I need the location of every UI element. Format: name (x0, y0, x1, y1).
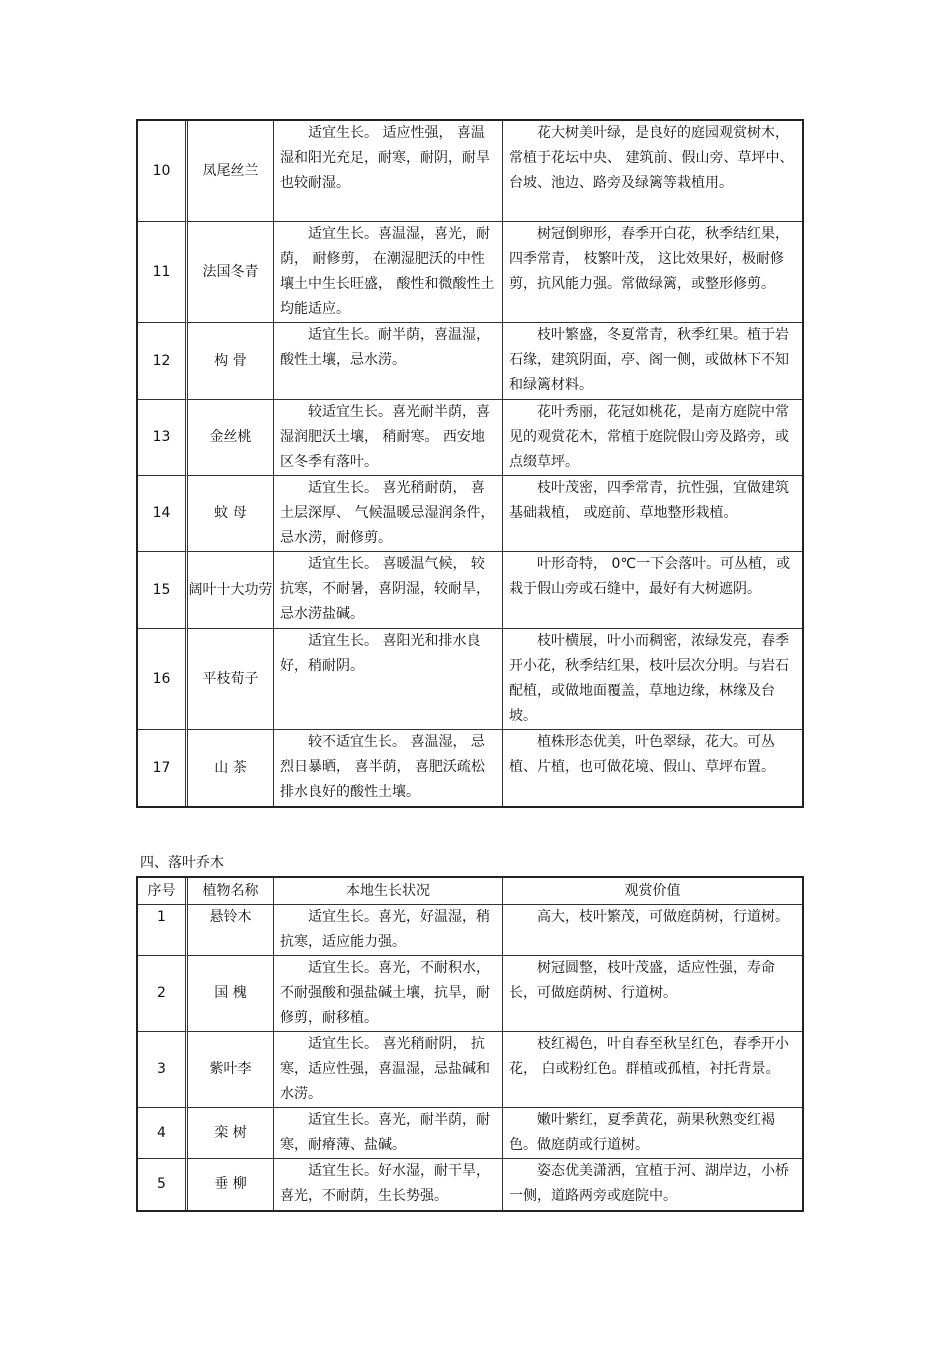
column-header-number: 序号 (138, 878, 188, 905)
table-row (138, 1032, 802, 1108)
plant-name: 蚊 母 (188, 476, 274, 552)
ornamental-value: 树冠倒卵形，春季开白花，秋季结红果，四季常青， 枝繁叶茂， 这比效果好，极耐修剪，抗风能力强。常做绿篱，或整形修剪。 (503, 222, 802, 323)
row-number: 14 (138, 476, 188, 552)
ornamental-value: 枝叶横展，叶小而稠密，浓绿发亮，春季开小花，秋季结红果，枝叶层次分明。与岩石配植，或做地面覆盖，草地边缘，林缘及台坡。 (503, 629, 802, 730)
growth-status: 适宜生长。 喜光稍耐荫， 喜土层深厚、 气候温暖忌湿润条件，忌水涝，耐修剪。 (274, 476, 503, 552)
ornamental-value: 枝叶繁盛，冬夏常青，秋季红果。植于岩石缘，建筑阴面，亭、阁一侧，或做林下不知和绿篱材料。 (503, 323, 802, 400)
plant-name: 山 茶 (188, 730, 274, 806)
plant-name: 垂 柳 (188, 1159, 274, 1210)
row-number: 13 (138, 400, 188, 476)
growth-status: 适宜生长。喜温湿，喜光，耐荫， 耐修剪， 在潮湿肥沃的中性壤土中生长旺盛， 酸性和微酸性土均能适应。 (274, 222, 503, 323)
section-title: 四、落叶乔木 (140, 855, 224, 871)
growth-status: 适宜生长。 喜阳光和排水良好，稍耐阴。 (274, 629, 503, 730)
ornamental-value: 花大树美叶绿，是良好的庭园观赏树木，常植于花坛中央、 建筑前、假山旁、草坪中、台坡、池边、路旁及绿篱等栽植用。 (503, 121, 802, 222)
evergreen-shrub-table (136, 119, 804, 808)
table-row (138, 121, 802, 222)
table-header-row (138, 878, 802, 905)
row-number: 16 (138, 629, 188, 730)
row-number: 1 (138, 905, 188, 956)
ornamental-value: 叶形奇特， 0℃一下会落叶。可丛植，或栽于假山旁或石缝中，最好有大树遮阴。 (503, 552, 802, 629)
row-number: 2 (138, 956, 188, 1032)
growth-status: 适宜生长。好水湿，耐干旱，喜光，不耐荫，生长势强。 (274, 1159, 503, 1210)
column-header-status: 本地生长状况 (274, 878, 503, 905)
table-row (138, 476, 802, 552)
table-row (138, 400, 802, 476)
column-header-name: 植物名称 (188, 878, 274, 905)
growth-status: 适宜生长。 喜光稍耐阴， 抗寒，适应性强，喜温湿，忌盐碱和水涝。 (274, 1032, 503, 1108)
ornamental-value: 高大，枝叶繁茂，可做庭荫树，行道树。 (503, 905, 802, 956)
plant-name: 国 槐 (188, 956, 274, 1032)
table-row (138, 956, 802, 1032)
table-row (138, 1159, 802, 1210)
plant-name: 平枝荀子 (188, 629, 274, 730)
growth-status: 适宜生长。 喜暖温气候， 较抗寒，不耐暑，喜阴湿，较耐旱，忌水涝盐碱。 (274, 552, 503, 629)
table-row (138, 905, 802, 956)
growth-status: 适宜生长。耐半荫，喜温湿，酸性土壤，忌水涝。 (274, 323, 503, 400)
ornamental-value: 植株形态优美，叶色翠绿，花大。可丛植、片植，也可做花境、假山、草坪布置。 (509, 734, 775, 775)
growth-status: 适宜生长。喜光，不耐积水，不耐强酸和强盐碱土壤，抗旱，耐修剪，耐移植。 (274, 956, 503, 1032)
plant-name: 凤尾丝兰 (188, 121, 274, 222)
plant-name: 构 骨 (188, 323, 274, 400)
growth-status: 适宜生长。喜光，耐半荫，耐寒，耐瘠薄、盐碱。 (274, 1108, 503, 1159)
row-number: 4 (138, 1108, 188, 1159)
plant-name: 紫叶李 (188, 1032, 274, 1108)
table-row (138, 552, 802, 629)
row-number: 15 (138, 552, 188, 629)
column-header-value: 观赏价值 (503, 878, 802, 905)
plant-name: 栾 树 (188, 1108, 274, 1159)
ornamental-value: 嫩叶紫红，夏季黄花，蒴果秋熟变红褐色。做庭荫或行道树。 (503, 1108, 802, 1159)
ornamental-value: 树冠圆整，枝叶茂盛，适应性强，寿命长，可做庭荫树、行道树。 (503, 956, 802, 1032)
row-number: 3 (138, 1032, 188, 1108)
ornamental-value: 姿态优美潇洒，宜植于河、湖岸边，小桥一侧，道路两旁或庭院中。 (509, 1163, 789, 1204)
table-row (138, 1108, 802, 1159)
growth-status: 适宜生长。 适应性强， 喜温湿和阳光充足，耐寒，耐阴，耐旱也较耐湿。 (274, 121, 503, 222)
table-row (138, 323, 802, 400)
deciduous-tree-table (136, 876, 804, 1212)
growth-status: 适宜生长。喜光，好温湿，稍抗寒，适应能力强。 (274, 905, 503, 956)
plant-name: 金丝桃 (188, 400, 274, 476)
table-row (138, 730, 802, 806)
ornamental-value: 枝红褐色，叶自春至秋呈红色，春季开小花， 白或粉红色。群植或孤植，衬托背景。 (503, 1032, 802, 1108)
row-number: 5 (138, 1159, 188, 1210)
row-number: 11 (138, 222, 188, 323)
growth-status: 较不适宜生长。 喜温湿， 忌烈日暴晒， 喜半荫， 喜肥沃疏松排水良好的酸性土壤。 (274, 730, 503, 806)
plant-name: 阔叶十大功劳 (188, 552, 274, 629)
ornamental-value: 花叶秀丽，花冠如桃花，是南方庭院中常见的观赏花木，常植于庭院假山旁及路旁，或点缀草坪。 (503, 400, 802, 476)
growth-status: 较适宜生长。喜光耐半荫，喜湿润肥沃土壤， 稍耐寒。 西安地区冬季有落叶。 (274, 400, 503, 476)
plant-name: 悬铃木 (188, 905, 274, 956)
plant-name: 法国冬青 (188, 222, 274, 323)
table-row (138, 222, 802, 323)
row-number: 17 (138, 730, 188, 806)
ornamental-value: 枝叶茂密，四季常青，抗性强，宜做建筑基础栽植， 或庭前、草地整形栽植。 (503, 476, 802, 552)
row-number: 12 (138, 323, 188, 400)
table-row (138, 629, 802, 730)
row-number: 10 (138, 121, 188, 222)
